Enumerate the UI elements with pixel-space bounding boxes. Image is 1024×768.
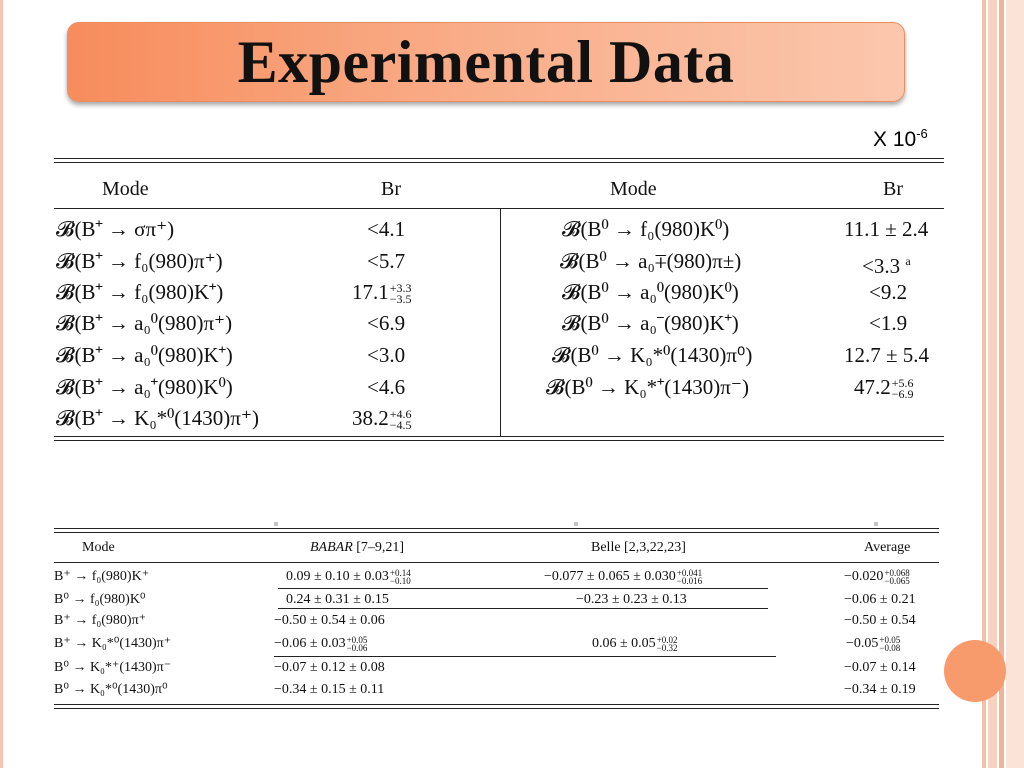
mode-cell: 𝓑(B⁺ → a₀⁺(980)K⁰) [56, 375, 233, 399]
header-babar [310, 540, 404, 556]
avg-value: −0.05 [846, 636, 879, 651]
table-rule [54, 532, 939, 533]
row-rule [278, 588, 768, 589]
br-cell [352, 279, 412, 305]
br-cell [862, 248, 911, 279]
branching-ratio-table [54, 158, 944, 443]
asym-error [390, 409, 412, 431]
header-br-left: Br [381, 178, 401, 200]
babar-value: 0.09 ± 0.10 ± 0.03 [286, 569, 389, 584]
babar-value: −0.06 ± 0.03 [274, 636, 346, 651]
err-down: −0.32 [656, 642, 678, 653]
mode-cell: 𝓑(B⁺ → a₀⁰(980)π⁺) [56, 311, 233, 335]
err-down: −3.5 [389, 292, 412, 307]
err-up: +0.05 [879, 634, 901, 645]
asym-error [892, 378, 914, 400]
err-down: −0.016 [676, 575, 703, 586]
err-up: +4.6 [389, 407, 412, 422]
mode-cell: B⁺ → f₀(980)π⁺ [54, 613, 147, 628]
header-babar-name: BABAR [310, 540, 353, 555]
table-rule [54, 528, 939, 529]
belle-cell: −0.23 ± 0.23 ± 0.13 [576, 592, 687, 607]
table-rule [54, 440, 944, 441]
row-rule [278, 608, 768, 609]
asym-error [390, 283, 412, 305]
br-value: 17.1 [352, 280, 389, 304]
belle-value: −0.077 ± 0.065 ± 0.030 [544, 569, 676, 584]
br-cell: <1.9 [869, 311, 908, 335]
mode-cell: 𝓑(B⁺ → σπ⁺) [56, 217, 175, 241]
br-value: 47.2 [854, 375, 891, 399]
header-mode: Mode [82, 540, 115, 555]
babar-cell: −0.07 ± 0.12 ± 0.08 [274, 660, 385, 675]
decor-circle [944, 640, 1006, 702]
mode-cell: B⁰ → f₀(980)K⁰ [54, 592, 146, 607]
asym-error [390, 569, 411, 585]
err-up: +3.3 [389, 281, 412, 296]
br-cell [854, 374, 914, 400]
belle-cell [592, 635, 678, 653]
title-banner [67, 22, 905, 102]
cropped-caption-remnant [54, 522, 939, 526]
asym-error [884, 569, 909, 585]
table-rule [54, 562, 939, 563]
table-rule [54, 158, 944, 159]
header-average: Average [864, 540, 911, 555]
table-rule [54, 162, 944, 163]
err-down: −6.9 [891, 387, 914, 402]
mode-cell: 𝓑(B⁰ → a₀∓(980)π±) [560, 249, 742, 273]
br-cell: <5.7 [367, 249, 406, 273]
babar-cell [286, 568, 411, 586]
cp-asymmetry-table [54, 522, 939, 712]
err-up: +0.05 [346, 634, 368, 645]
slide-title: Experimental Data [237, 28, 735, 95]
header-belle: Belle [2,3,22,23] [591, 540, 686, 555]
asym-error [347, 636, 368, 652]
br-cell: <4.6 [367, 375, 406, 399]
average-cell: −0.07 ± 0.14 [844, 660, 916, 675]
table-rule [54, 436, 944, 437]
err-down: −0.10 [389, 575, 411, 586]
decor-stripe [1006, 0, 1024, 768]
header-babar-refs: [7–9,21] [356, 540, 405, 555]
mode-cell: B⁺ → K₀*⁰(1430)π⁺ [54, 636, 172, 651]
br-value: 38.2 [352, 406, 389, 430]
err-down: −0.08 [879, 642, 901, 653]
average-cell [846, 635, 900, 653]
br-value: <3.3 [862, 254, 901, 278]
average-cell: −0.06 ± 0.21 [844, 592, 916, 607]
mode-cell: 𝓑(B⁺ → K₀*⁰(1430)π⁺) [56, 406, 259, 430]
scale-note-prefix: X 10 [873, 128, 917, 151]
average-cell: −0.50 ± 0.54 [844, 613, 916, 628]
table-rule [54, 704, 939, 705]
mode-cell: 𝓑(B⁺ → a₀⁰(980)K⁺) [56, 343, 233, 367]
mode-cell: 𝓑(B⁰ → a₀⁻(980)K⁺) [562, 311, 739, 335]
err-down: −4.5 [389, 418, 412, 433]
average-cell: −0.34 ± 0.19 [844, 682, 916, 697]
err-up: +0.041 [676, 567, 703, 578]
asym-error [657, 636, 678, 652]
footnote-mark: a [905, 254, 911, 268]
belle-cell [544, 568, 702, 586]
br-cell: <3.0 [367, 343, 406, 367]
header-br-right: Br [883, 178, 903, 200]
err-up: +0.14 [389, 567, 411, 578]
err-up: +0.068 [884, 567, 910, 578]
br-cell [352, 405, 412, 431]
asym-error [879, 636, 900, 652]
table-rule [54, 208, 944, 209]
mode-cell: B⁰ → K₀*⁺(1430)π⁻ [54, 660, 172, 675]
br-cell: <6.9 [367, 311, 406, 335]
table-divider [500, 208, 501, 436]
table-rule [54, 708, 939, 709]
mode-cell: B⁰ → K₀*⁰(1430)π⁰ [54, 682, 168, 697]
belle-value: 0.06 ± 0.05 [592, 636, 656, 651]
err-up: +5.6 [891, 376, 914, 391]
err-down: −0.065 [884, 575, 910, 586]
babar-cell: −0.50 ± 0.54 ± 0.06 [274, 613, 385, 628]
mode-cell: 𝓑(B⁰ → K₀*⁺(1430)π⁻) [546, 375, 749, 399]
br-cell: 12.7 ± 5.4 [844, 343, 930, 367]
average-cell [844, 568, 910, 586]
babar-cell [274, 635, 367, 653]
err-up: +0.02 [656, 634, 678, 645]
mode-cell: 𝓑(B⁺ → f₀(980)K⁺) [56, 280, 224, 304]
br-cell: <9.2 [869, 280, 908, 304]
err-down: −0.06 [346, 642, 368, 653]
header-mode-left: Mode [102, 178, 149, 200]
mode-cell: 𝓑(B⁰ → K₀*⁰(1430)π⁰) [552, 343, 753, 367]
avg-value: −0.020 [844, 569, 884, 584]
scale-note [873, 128, 928, 152]
br-cell: <4.1 [367, 217, 406, 241]
br-cell: 11.1 ± 2.4 [844, 217, 929, 241]
mode-cell: 𝓑(B⁺ → f₀(980)π⁺) [56, 249, 223, 273]
row-rule [274, 656, 776, 657]
babar-cell: 0.24 ± 0.31 ± 0.15 [286, 592, 389, 607]
mode-cell: 𝓑(B⁰ → a₀⁰(980)K⁰) [562, 280, 739, 304]
left-border-line [0, 0, 3, 768]
mode-cell: 𝓑(B⁰ → f₀(980)K⁰) [562, 217, 730, 241]
babar-cell: −0.34 ± 0.15 ± 0.11 [274, 682, 385, 697]
asym-error [677, 569, 702, 585]
header-mode-right: Mode [610, 178, 657, 200]
mode-cell: B⁺ → f₀(980)K⁺ [54, 569, 150, 584]
scale-note-exponent: -6 [916, 126, 928, 141]
